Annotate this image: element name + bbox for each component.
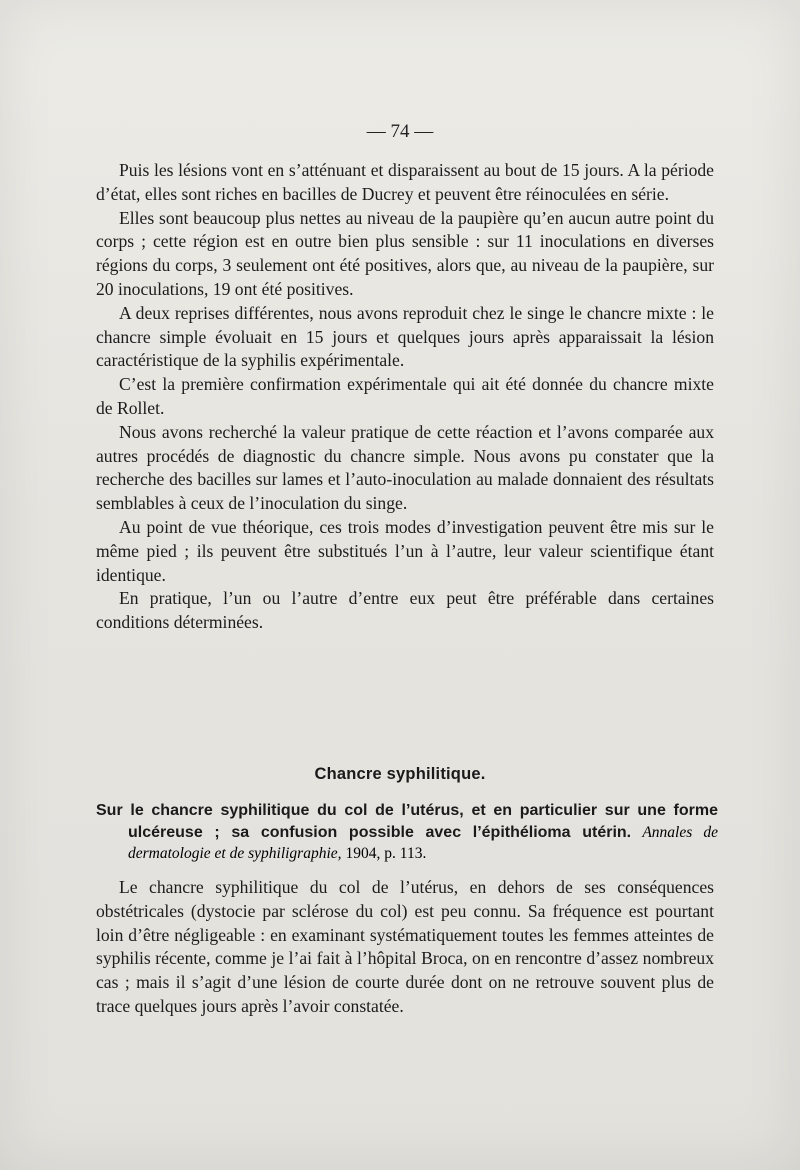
paragraph: Au point de vue théorique, ces trois modes d’investigation peuvent être mis sur le même pied ; ils peuvent être substitués l’un à l’autre, leur valeur scientifique étant identique.	[96, 516, 714, 585]
body-text-upper	[96, 159, 714, 635]
bibliographic-reference	[96, 800, 718, 865]
paragraph: C’est la première confirmation expérimentale qui ait été donnée du chancre mixte de Rollet.	[96, 374, 714, 418]
paragraph: En pratique, l’un ou l’autre d’entre eux peut être préférable dans certaines conditions déterminées.	[96, 588, 714, 633]
reference-title: Sur le chancre syphilitique du col de l’utérus, et en particulier sur une forme ulcéreuse ; sa confusion possible avec l’épithélioma utérin.	[96, 802, 718, 841]
paragraph: Elles sont beaucoup plus nettes au niveau de la paupière qu’en aucun autre point du corps ; cette région est en outre bien plus sensible : sur 11 inoculations en diverses régions du corps, 3 seulement ont été positives, alors que, au niveau de la paupière, sur 20 inoculations, 19 ont été positives.	[96, 207, 714, 299]
body-text-lower	[96, 876, 714, 1019]
reference-details: 1904, p. 113.	[345, 845, 427, 862]
reference-source: Annales de dermatologie et de syphiligraphie,	[128, 823, 718, 862]
paragraph: Nous avons recherché la valeur pratique de cette réaction et l’avons comparée aux autres procédés de diagnostic du chancre simple. Nous avons pu constater que la recherche des bacilles sur lames et l’auto-inoculation au malade donnaient des résultats semblables à ceux de l’inoculation du singe.	[96, 421, 714, 514]
paragraph: A deux reprises différentes, nous avons reproduit chez le singe le chancre mixte : le chancre simple évoluait en 15 jours et quelques jours après apparaissait la lésion caractéristique de la syphilis expérimentale.	[96, 302, 714, 371]
paragraph: Le chancre syphilitique du col de l’utérus, en dehors de ses conséquences obstétricales (dystocie par sclérose du col) est peu connu. Sa fréquence est pourtant loin d’être négligeable : en examinant systématiquement toutes les femmes atteintes de syphilis récente, comme je l’ai fait à l’hôpital Broca, on en rencontre d’assez nombreux cas ; mais il s’agit d’une lésion de courte durée dont on ne retrouve souvent plus de trace quelques jours après l’avoir constatée.	[96, 877, 714, 1016]
page-number: — 74 —	[366, 121, 434, 142]
section-heading: Chancre syphilitique.	[314, 765, 486, 783]
paragraph: Puis les lésions vont en s’atténuant et disparaissent au bout de 15 jours. A la période d’état, elles sont riches en bacilles de Ducrey et peuvent être réinoculées en série.	[96, 160, 714, 204]
